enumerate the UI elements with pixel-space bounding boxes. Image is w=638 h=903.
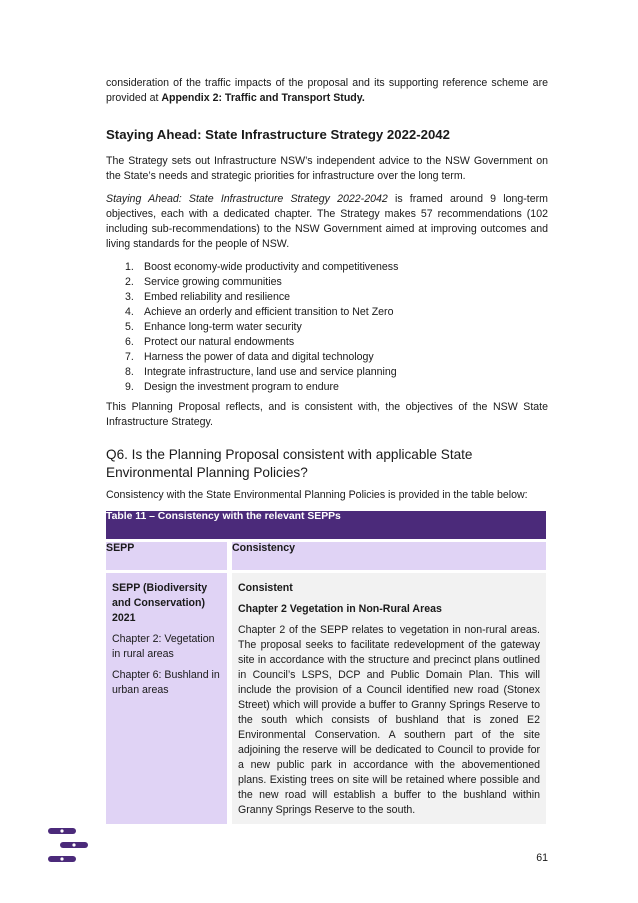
consistency-status: Consistent	[238, 582, 293, 594]
appendix-reference: Appendix 2: Traffic and Transport Study.	[161, 92, 365, 104]
strategy-title-italic: Staying Ahead: State Infrastructure Strategy 2022-2042	[106, 193, 388, 205]
sepp-name: SEPP (Biodiversity and Conservation) 2021	[112, 582, 208, 624]
table-intro-paragraph: Consistency with the State Environmental Planning Policies is provided in the table below:	[106, 489, 528, 501]
list-number: 2.	[125, 276, 134, 288]
column-header-consistency: Consistency	[232, 539, 546, 573]
question-heading-q6: Q6. Is the Planning Proposal consistent with applicable State Environmental Planning Policies?	[106, 447, 473, 480]
objectives-list	[106, 260, 548, 395]
list-number: 9.	[125, 381, 134, 393]
list-text: Protect our natural endowments	[144, 336, 295, 348]
list-text: Integrate infrastructure, land use and service planning	[144, 366, 397, 378]
consistency-subheading: Chapter 2 Vegetation in Non-Rural Areas	[238, 603, 442, 615]
sepp-cell	[106, 573, 232, 824]
sepp-chapter-6: Chapter 6: Bushland in urban areas	[112, 669, 220, 696]
table-row	[106, 573, 546, 824]
intro-text: consideration of the traffic impacts of the proposal and its supporting reference scheme are provided at	[106, 77, 548, 104]
list-text: Boost economy-wide productivity and competitiveness	[144, 261, 399, 273]
column-header-sepp: SEPP	[106, 539, 232, 573]
list-item	[106, 260, 548, 275]
list-number: 6.	[125, 336, 134, 348]
list-text: Enhance long-term water security	[144, 321, 302, 333]
list-item	[106, 350, 548, 365]
list-number: 5.	[125, 321, 134, 333]
strategy-paragraph-3: This Planning Proposal reflects, and is consistent with, the objectives of the NSW State Infrastructure Strategy.	[106, 401, 548, 428]
intro-paragraph	[106, 76, 548, 106]
list-item	[106, 275, 548, 290]
list-number: 1.	[125, 261, 134, 273]
strategy-paragraph-2-text: is framed around 9 long-term objectives, each with a dedicated chapter. The Strategy makes 57 recommendations (102 including sub-recommendations) to the NSW Government aimed at improving outcomes and living standards for the people of NSW.	[106, 193, 548, 250]
strategy-paragraph-2	[106, 192, 548, 252]
list-item	[106, 290, 548, 305]
list-text: Embed reliability and resilience	[144, 291, 291, 303]
section-heading-infrastructure-strategy: Staying Ahead: State Infrastructure Strategy 2022-2042	[106, 127, 450, 142]
network-logo-icon	[46, 826, 90, 869]
document-page	[106, 76, 548, 824]
list-item	[106, 335, 548, 350]
list-text: Design the investment program to endure	[144, 381, 339, 393]
list-number: 8.	[125, 366, 134, 378]
list-number: 3.	[125, 291, 134, 303]
table-title-row	[106, 511, 546, 539]
sepp-chapter-2: Chapter 2: Vegetation in rural areas	[112, 633, 215, 660]
list-text: Achieve an orderly and efficient transition to Net Zero	[144, 306, 394, 318]
sepp-consistency-table	[106, 511, 546, 824]
list-item	[106, 320, 548, 335]
list-item	[106, 380, 548, 395]
consistency-cell	[232, 573, 546, 824]
table-title: Table 11 – Consistency with the relevant SEPPs	[106, 511, 546, 539]
table-header-row	[106, 539, 546, 573]
list-item	[106, 305, 548, 320]
list-number: 4.	[125, 306, 134, 318]
page-number: 61	[536, 852, 548, 864]
consistency-detail: Chapter 2 of the SEPP relates to vegetation in non-rural areas. The proposal seeks to facilitate redevelopment of the gateway site in accordance with the structure and precinct plans outlined in Council’s LSPS, DCP and Public Domain Plan. This will include the provision of a Council identified new road (Stonex Street) which will provide a buffer to Granny Springs Reserve to the south which consists of bushland that is zoned E2 Environmental Conservation. A southern part of the site adjoining the reserve will be dedicated to Council to provide for a new public park in accordance with the abovementioned plans. Existing trees on site will be retained where possible and the new road will establish a buffer to the bushland within Granny Springs Reserve to the south.	[238, 624, 540, 816]
list-number: 7.	[125, 351, 134, 363]
strategy-paragraph-1: The Strategy sets out Infrastructure NSW’s independent advice to the NSW Government on the State’s needs and strategic priorities for infrastructure over the long term.	[106, 155, 548, 182]
list-text: Harness the power of data and digital technology	[144, 351, 374, 363]
list-item	[106, 365, 548, 380]
list-text: Service growing communities	[144, 276, 282, 288]
